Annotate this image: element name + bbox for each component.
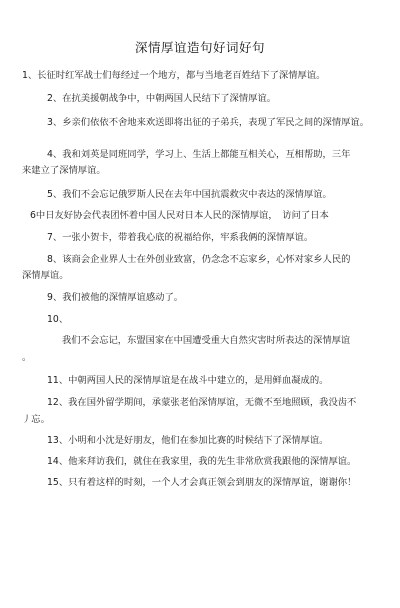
sentence-line: 15、只有着这样的时刻，一个人才会真正领会到朋友的深情厚谊，谢谢你！	[47, 477, 357, 488]
sentence-line: 3、乡亲们依依不舍地来欢送即将出征的子弟兵，表现了军民之间的深情厚谊。	[47, 117, 370, 128]
sentence-line: 8、该商会企业界人士在外创业致富，仍念念不忘家乡，心怀对家乡人民的	[47, 254, 351, 265]
sentence-line: 2、在抗美援朝战争中，中朝两国人民结下了深情厚谊。	[47, 93, 277, 104]
sentence-line: 5、我们不会忘记俄罗斯人民在去年中国抗震救灾中表达的深情厚谊。	[47, 189, 332, 200]
sentence-line: 4、我和刘英是同班同学，学习上、生活上都能互相关心，互相帮助，三年	[47, 149, 351, 160]
sentence-line: 1、长征时红军战士们每经过一个地方，都与当地老百姓结下了深情厚谊。	[22, 70, 326, 81]
sentence-line: 我们不会忘记，东盟国家在中国遭受重大自然灾害时所表达的深情厚谊	[62, 335, 351, 346]
sentence-line: 。	[22, 352, 32, 363]
sentence-line: 14、他来拜访我们，就住在我家里，我的先生非常欣赏我跟他的深情厚谊。	[47, 456, 357, 467]
sentence-line: 深情厚谊。	[22, 270, 69, 281]
sentence-line: 来建立了深情厚谊。	[22, 165, 106, 176]
sentence-line: 7、一张小贺卡，带着我心底的祝福给你，牢系我俩的深情厚谊。	[47, 232, 314, 243]
sentence-line: 10、	[47, 314, 69, 325]
sentence-line: 11、中朝两国人民的深情厚谊是在战斗中建立的，是用鲜血凝成的。	[47, 375, 329, 386]
sentence-line: 6中日友好协会代表团怀着中国人民对日本人民的深情厚谊， 访问了日本	[30, 210, 329, 221]
sentence-line: 12、我在国外留学期间，承蒙张老伯深情厚谊，无微不至地照顾，我没齿不	[47, 397, 357, 408]
sentence-line: 丿忘。	[22, 414, 50, 425]
sentence-line: 13、小明和小沈是好朋友，他们在参加比赛的时候结下了深情厚谊。	[47, 435, 329, 446]
document-title: 深情厚谊造句好词好句	[134, 40, 265, 55]
sentence-line: 9、我们被他的深情厚谊感动了。	[47, 292, 184, 303]
